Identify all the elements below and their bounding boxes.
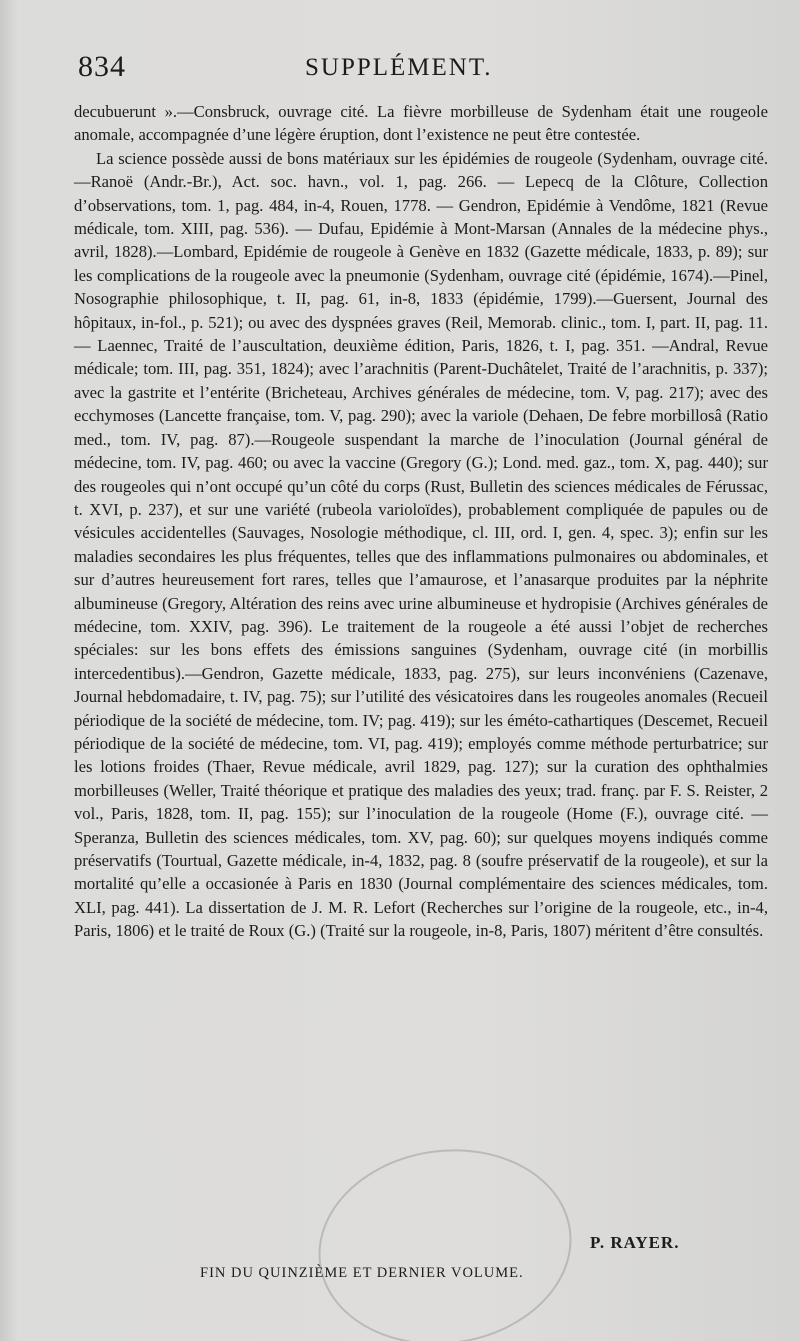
- colophon: FIN DU QUINZIÈME ET DERNIER VOLUME.: [200, 1265, 524, 1281]
- library-stamp-icon: [306, 1133, 585, 1341]
- page-number: 834: [78, 50, 126, 83]
- running-title: SUPPLÉMENT.: [305, 54, 493, 81]
- paragraph-2: La science possède aussi de bons matériaux sur les épidémies de rougeole (Sydenham, ouvrage cité.—Ranoë (Andr.-Br.), Act. soc. havn., vol. 1, pag. 266. — Lepecq de la Clôture, Collection d’observations, tom. 1, pag. 484, in-4, Rouen, 1778. — Gendron, Epidémie à Vendôme, 1821 (Revue médicale, tom. XIII, pag. 536). — Dufau, Epidémie à Mont-Marsan (Annales de la médecine phys., avril, 1828).—Lombard, Epidémie de rougeole à Genève en 1832 (Gazette médicale, 1833, p. 89); sur les complications de la rougeole avec la pneumonie (Sydenham, ouvrage cité (épidémie, 1674).—Pinel, Nosographie philosophique, t. II, pag. 61, in-8, 1833 (épidémie, 1799).—Guersent, Journal des hôpitaux, in-fol., p. 521); ou avec des dyspnées graves (Reil, Memorab. clinic., tom. I, part. II, pag. 11. — Laennec, Traité de l’auscultation, deuxième édition, Paris, 1826, t. I, pag. 351. —Andral, Revue médicale; tom. III, pag. 351, 1824); avec l’arachnitis (Parent-Duchâtelet, Traité de l’arachnitis, p. 337); avec la gastrite et l’entérite (Bricheteau, Archives générales de médecine, tom. V, pag. 217); avec des ecchymoses (Lancette française, tom. V, pag. 290); avec la variole (Dehaen, De febre morbillosâ (Ratio med., tom. IV, pag. 87).—Rougeole suspendant la marche de l’inoculation (Journal général de médecine, tom. IV, pag. 460; ou avec la vaccine (Gregory (G.); Lond. med. gaz., tom. X, pag. 440); sur des rougeoles qui n’ont occupé qu’un côté du corps (Rust, Bulletin des sciences médicales de Férussac, t. XVI, p. 237), et sur une variété (rubeola varioloïdes), probablement compliquée de papules ou de vésicules accidentelles (Sauvages, Nosologie méthodique, cl. III, ord. I, gen. 4, spec. 3); enfin sur les maladies secondaires les plus fréquentes, telles que des inflammations pulmonaires ou abdominales, et sur d’autres heureusement fort rares, telles que l’amaurose, et l’anasarque produites par la néphrite albumineuse (Gregory, Altération des reins avec urine albumineuse et hydropisie (Archives générales de médecine, tom. XXIV, pag. 396). Le traitement de la rougeole a été aussi l’objet de recherches spéciales: sur les bons effets des émissions sanguines (Sydenham, ouvrage cité (in morbillis intercedentibus).—Gendron, Gazette médicale, 1833, pag. 275), sur leurs inconvéniens (Cazenave, Journal hebdomadaire, t. IV, pag. 75); sur l’utilité des vésicatoires dans les rougeoles anomales (Recueil périodique de la société de médecine, tom. IV; pag. 419); sur les éméto-cathartiques (Descemet, Recueil périodique de la société de médecine, tom. VI, pag. 419); employés comme méthode perturbatrice; sur les lotions froides (Thaer, Revue médicale, avril 1829, pag. 127); sur la curation des ophthalmies morbilleuses (Weller, Traité théorique et pratique des maladies des yeux; trad. franç. par F. S. Reister, 2 vol., Paris, 1828, tom. II, pag. 155); sur l’inoculation de la rougeole (Home (F.), ouvrage cité. — Speranza, Bulletin des sciences médicales, tom. XV, pag. 60); sur quelques moyens indiqués comme préservatifs (Tourtual, Gazette médicale, in-4, 1832, pag. 8 (soufre préservatif de la rougeole), et sur la mortalité qu’elle a occasionée à Paris en 1830 (Journal complémentaire des sciences médicales, tom. XLI, pag. 441). La dissertation de J. M. R. Lefort (Recherches sur l’origine de la rougeole, etc., in-4, Paris, 1806) et le traité de Roux (G.) (Traité sur la rougeole, in-8, Paris, 1807) méritent d’être consultés.: [74, 148, 768, 941]
- body-text: [74, 100, 768, 943]
- paragraph-1: decubuerunt ».—Consbruck, ouvrage cité. La fièvre morbilleuse de Sydenham était une rougeole anomale, accompagnée d’une légère éruption, dont l’existence ne peut être contestée.: [74, 102, 768, 145]
- page-header: [78, 50, 768, 90]
- author-signature: P. RAYER.: [590, 1233, 680, 1252]
